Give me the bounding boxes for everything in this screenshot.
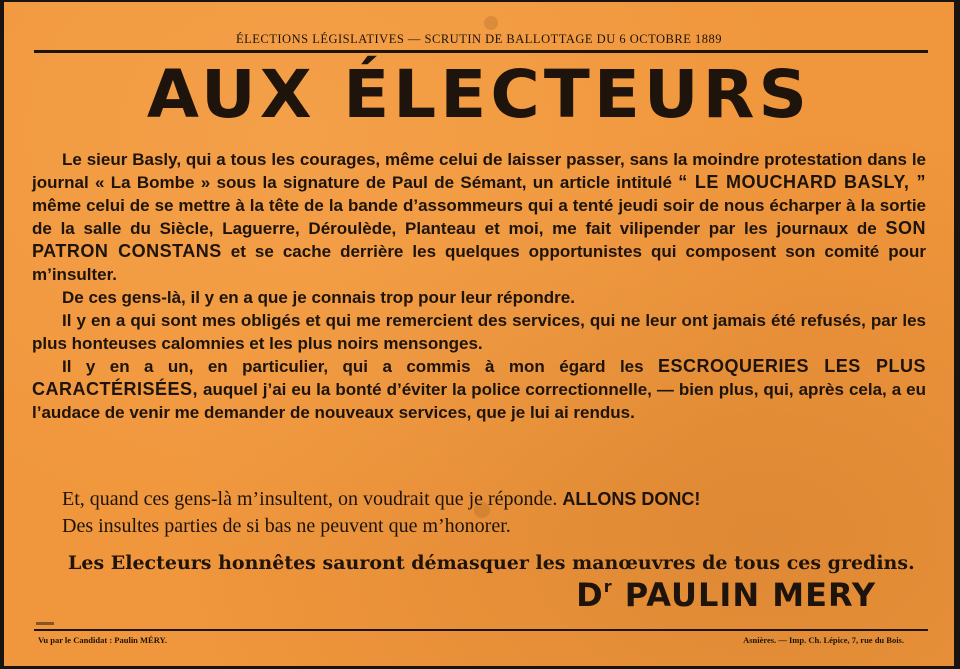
footer-rule xyxy=(34,629,928,631)
paragraph-3: Il y en a qui sont mes obligés et qui me remercient des services, qui ne leur ont jamais été refusés, par les plus honteuses calomnies et les plus noirs mensonges. xyxy=(32,311,926,353)
poster-title: AUX ÉLECTEURS xyxy=(146,56,812,133)
paragraph-2: De ces gens-là, il y en a que je connais trop pour leur répondre. xyxy=(62,288,575,307)
paper-stain xyxy=(484,16,498,30)
signature: $D^r$ PAULIN MERY xyxy=(576,576,876,614)
poster-lower-text xyxy=(32,486,926,540)
poster-body xyxy=(32,148,926,424)
footer-candidate-note: Vu par le Candidat : Paulin MÉRY. xyxy=(38,635,168,645)
paragraph-6: Des insultes parties de si bas ne peuvent que m’honorer. xyxy=(62,515,511,537)
paragraph-4: Il y en a un, en particulier, qui a commis à mon égard les ESCROQUERIES LES PLUS CARACTÉRISÉES, auquel j’ai eu la bonté d’éviter la police correctionnelle, — bien plus, qui, après cela, a eu l’audace de venir me demander de nouveaux services, que je lui ai rendus. xyxy=(32,356,926,422)
footer-printer: Asnières. — Imp. Ch. Lépice, 7, rue du Bois. xyxy=(743,635,904,645)
poster-closing xyxy=(32,548,926,578)
poster-header: ÉLECTIONS LÉGISLATIVES — SCRUTIN DE BALLOTTAGE DU 6 OCTOBRE 1889 xyxy=(236,32,722,46)
closing-line: Les Electeurs honnêtes sauront démasquer les manœuvres de tous ces gredins. xyxy=(68,552,915,574)
paragraph-5: Et, quand ces gens-là m’insultent, on voudrait que je réponde. ALLONS DONC! xyxy=(62,488,701,510)
paragraph-1: Le sieur Basly, qui a tous les courages, même celui de laisser passer, sans la moindre protestation dans le journal « La Bombe » sous la signature de Paul de Sémant, un article intitulé “ LE MOUCHARD BASLY, ” même celui de se mettre à la tête de la bande d’assommeurs qui a tenté jeudi soir de nous écharper à la sortie de la salle du Siècle, Laguerre, Déroulède, Planteau et moi, me fait vilipender par les journaux de SON PATRON CONSTANS et se cache derrière les quelques opportunistes qui composent son comité pour m’insulter. xyxy=(32,150,927,284)
printer-mark xyxy=(36,622,54,625)
header-rule xyxy=(34,50,928,53)
election-poster xyxy=(4,2,954,666)
